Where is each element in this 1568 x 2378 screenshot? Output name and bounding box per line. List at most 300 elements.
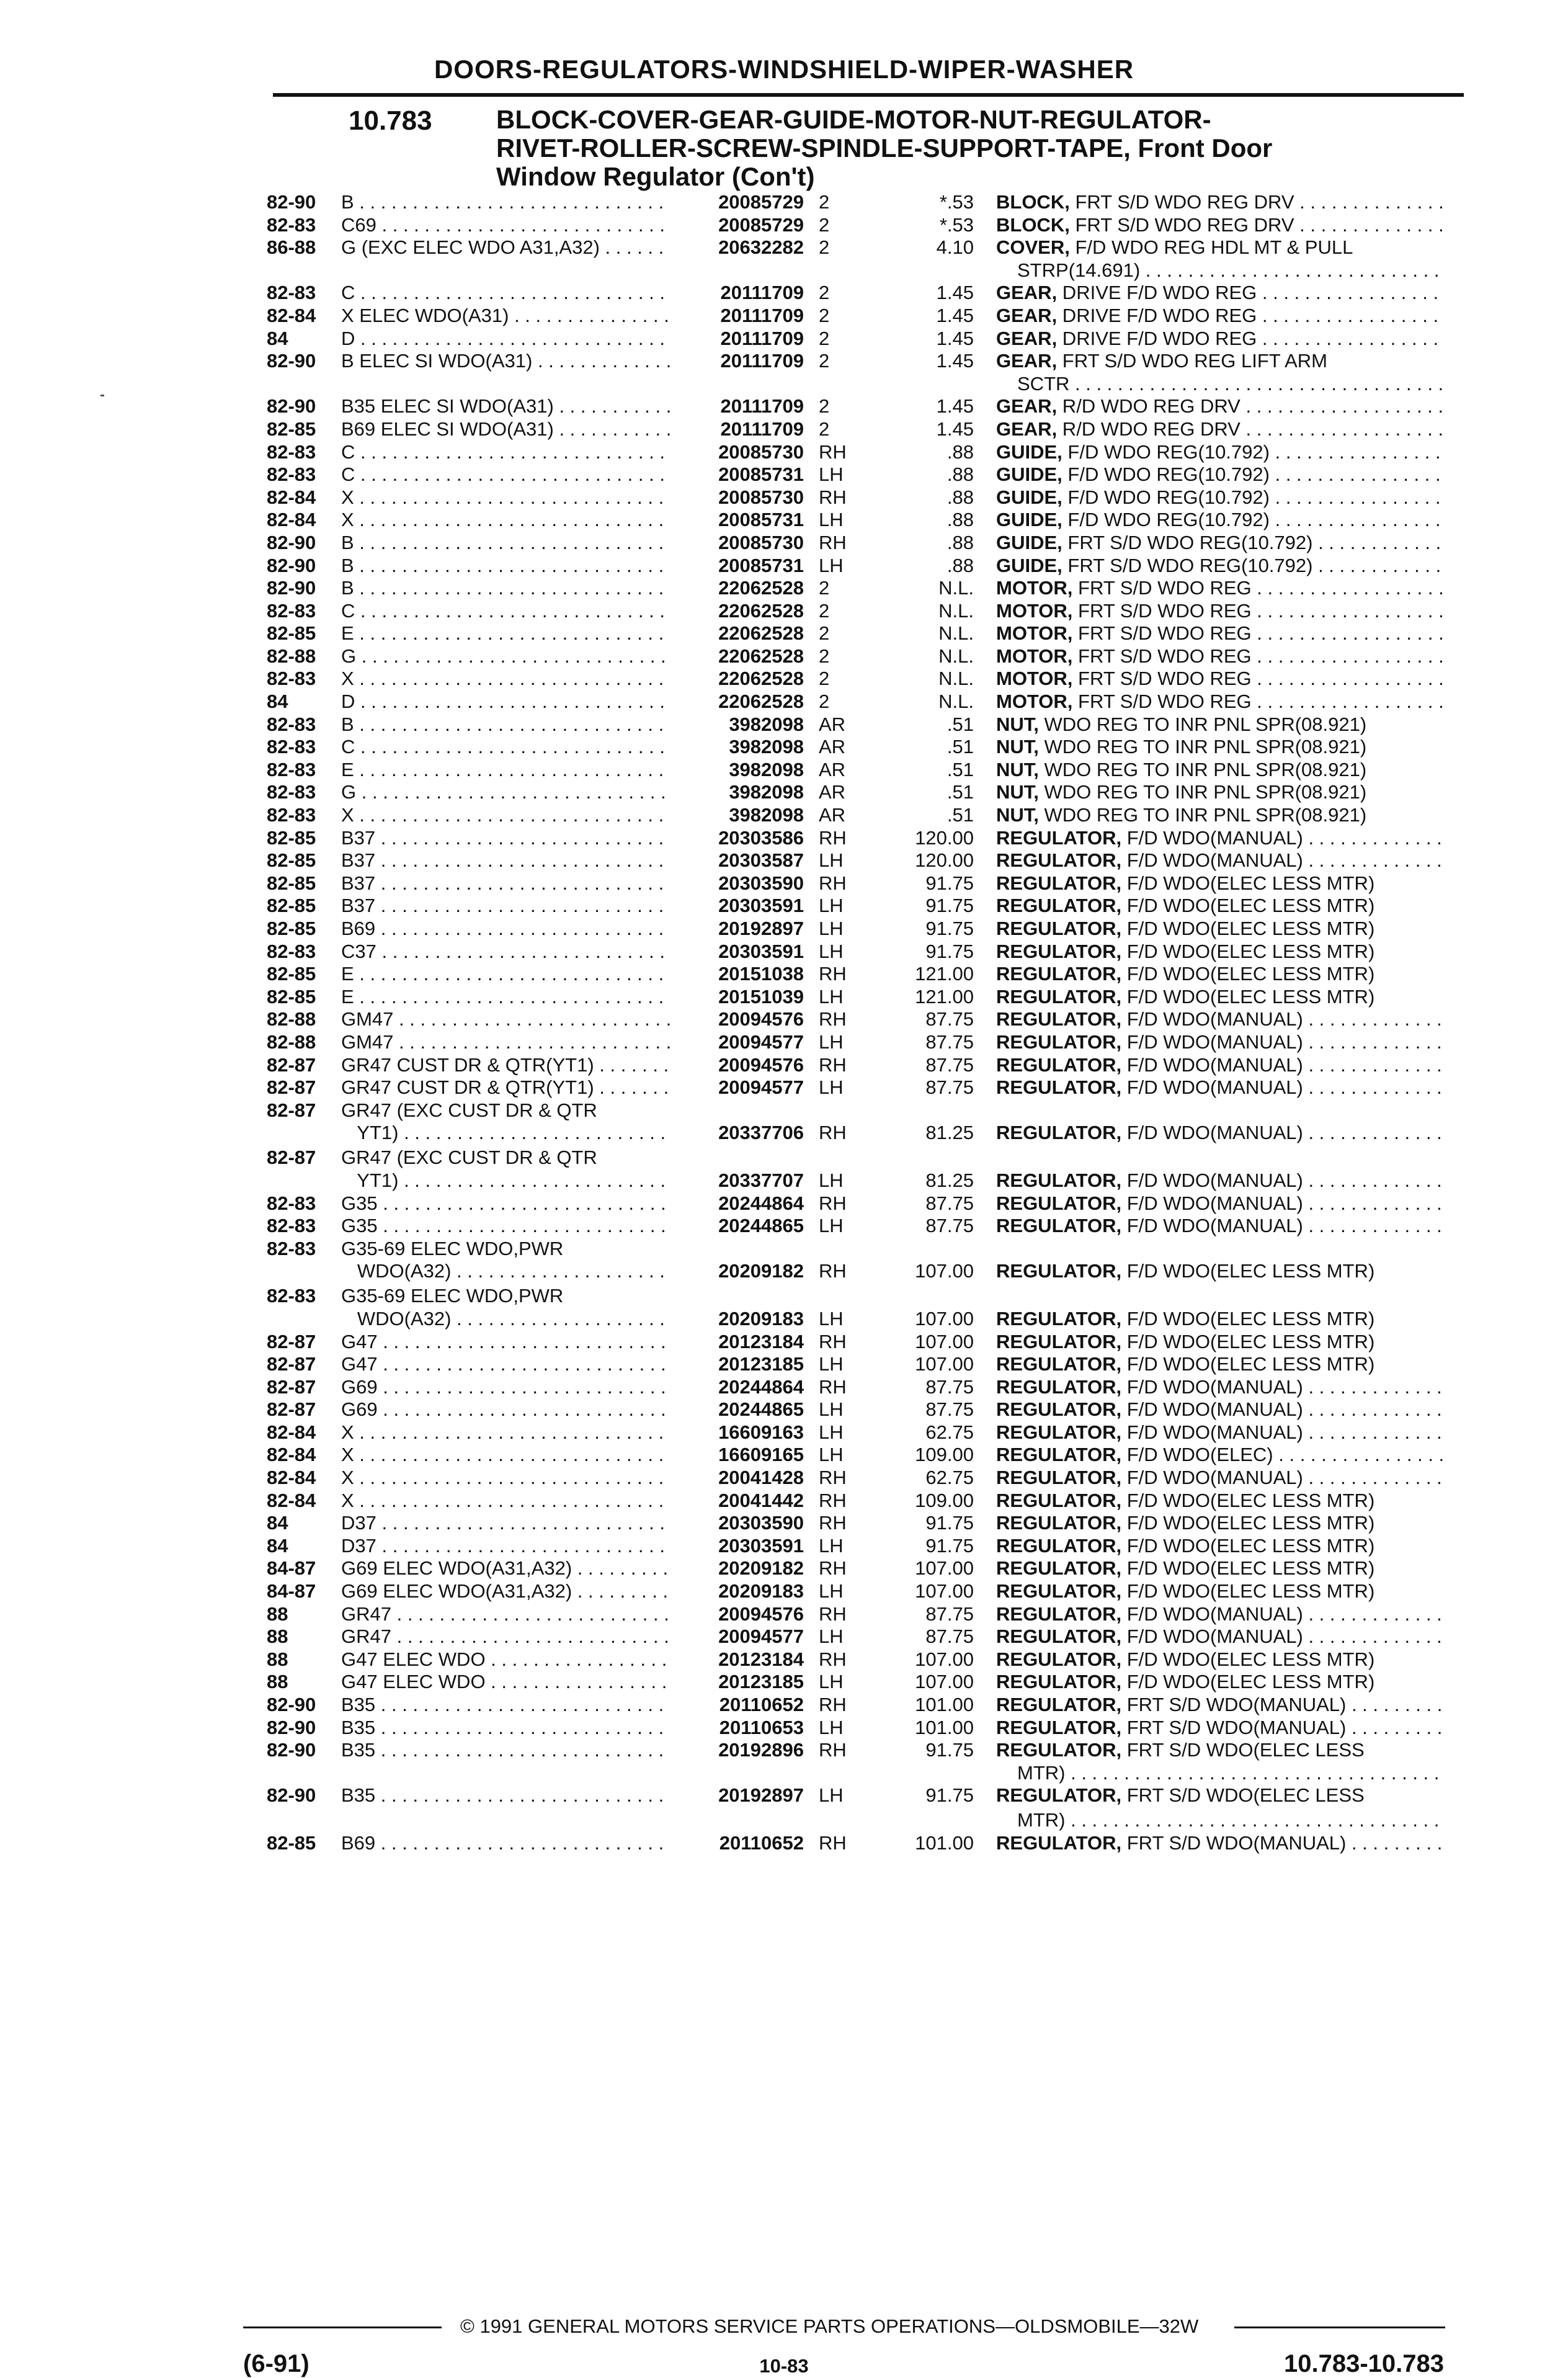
part-name: REGULATOR, bbox=[996, 1694, 1122, 1715]
part-detail: DRIVE F/D WDO REG bbox=[1057, 282, 1257, 304]
parts-row bbox=[0, 986, 1568, 1009]
quantity: LH bbox=[819, 1076, 844, 1099]
price: 87.75 bbox=[925, 1030, 974, 1053]
quantity: RH bbox=[819, 1053, 847, 1076]
parts-description bbox=[996, 1490, 1443, 1512]
part-name: GEAR, bbox=[996, 350, 1058, 372]
parts-description bbox=[996, 1054, 1443, 1076]
model-years: 82-85 bbox=[267, 985, 316, 1008]
part-name: REGULATOR, bbox=[996, 1739, 1122, 1761]
model-years: 82-83 bbox=[267, 1192, 316, 1214]
price: N.L. bbox=[938, 668, 974, 690]
part-number: 3982098 bbox=[670, 759, 804, 781]
price: 87.75 bbox=[925, 1625, 974, 1648]
model-code: G . . . bbox=[341, 645, 688, 668]
quantity: 2 bbox=[819, 599, 830, 622]
part-number: 20110653 bbox=[670, 1717, 804, 1739]
parts-row bbox=[0, 463, 1568, 486]
parts-description bbox=[996, 1444, 1443, 1466]
parts-description bbox=[996, 1398, 1443, 1421]
part-name: REGULATOR, bbox=[996, 1671, 1122, 1693]
parts-description bbox=[996, 1694, 1443, 1716]
parts-row bbox=[0, 1147, 1568, 1169]
price: 91.75 bbox=[925, 1784, 974, 1807]
part-number: 20111709 bbox=[670, 418, 804, 440]
model-code: WDO(A32) . . . bbox=[341, 1308, 688, 1330]
parts-description bbox=[996, 395, 1443, 418]
model-code: G69 ELEC WDO(A31,A32) . . . bbox=[341, 1557, 688, 1580]
parts-row bbox=[0, 191, 1568, 214]
model-years: 82-83 bbox=[267, 758, 316, 780]
price: 107.00 bbox=[915, 1260, 974, 1282]
model-code: X . . . bbox=[341, 804, 688, 826]
model-code: G47 . . . bbox=[341, 1331, 688, 1353]
parts-row bbox=[0, 555, 1568, 578]
part-detail: F/D WDO(MANUAL) bbox=[1121, 1375, 1303, 1398]
quantity: 2 bbox=[819, 622, 830, 645]
quantity: 2 bbox=[819, 577, 830, 599]
model-years: 82-88 bbox=[267, 1008, 316, 1030]
part-detail: FRT S/D WDO REG DRV bbox=[1069, 213, 1294, 236]
price: 87.75 bbox=[925, 1053, 974, 1076]
part-number: 16609165 bbox=[670, 1444, 804, 1466]
parts-row bbox=[0, 713, 1568, 736]
quantity: LH bbox=[819, 1215, 844, 1237]
parts-description bbox=[996, 282, 1443, 304]
model-code: X . . . bbox=[341, 1444, 688, 1466]
part-number: 20303591 bbox=[670, 941, 804, 963]
parts-row bbox=[0, 1122, 1568, 1147]
part-number: 20085731 bbox=[670, 509, 804, 531]
price: 107.00 bbox=[915, 1671, 974, 1693]
part-name: REGULATOR, bbox=[996, 1330, 1122, 1352]
parts-description bbox=[996, 1739, 1443, 1761]
part-number: 20303587 bbox=[670, 849, 804, 872]
parts-row bbox=[0, 849, 1568, 872]
quantity: RH bbox=[819, 1557, 847, 1580]
parts-row bbox=[0, 645, 1568, 668]
part-detail: FRT S/D WDO(ELEC LESS bbox=[1121, 1784, 1365, 1807]
model-years: 82-83 bbox=[267, 463, 316, 486]
model-years: 82-87 bbox=[267, 1398, 316, 1421]
model-years: 82-83 bbox=[267, 1285, 316, 1307]
part-name: MOTOR, bbox=[996, 577, 1073, 599]
model-code: B . . . bbox=[341, 532, 688, 554]
price: 109.00 bbox=[915, 1489, 974, 1511]
part-number: 20111709 bbox=[670, 350, 804, 372]
parts-row bbox=[0, 1192, 1568, 1215]
part-number: 20094577 bbox=[670, 1625, 804, 1648]
price: 91.75 bbox=[925, 1739, 974, 1761]
part-detail: F/D WDO(ELEC LESS MTR) bbox=[1121, 1260, 1375, 1282]
parts-row bbox=[0, 259, 1568, 282]
part-detail: F/D WDO(ELEC) bbox=[1121, 1444, 1273, 1466]
price: 87.75 bbox=[925, 1398, 974, 1421]
model-code: G47 ELEC WDO . . . bbox=[341, 1648, 688, 1671]
parts-row bbox=[0, 1008, 1568, 1031]
model-code: C . . . bbox=[341, 736, 688, 758]
footer-section-range: 10.783-10.783 bbox=[1283, 2350, 1444, 2377]
model-code: GR47 . . . bbox=[341, 1625, 688, 1648]
price: 91.75 bbox=[925, 940, 974, 962]
part-detail: F/D WDO(ELEC LESS MTR) bbox=[1121, 1512, 1375, 1534]
part-detail: F/D WDO(ELEC LESS MTR) bbox=[1121, 963, 1375, 985]
section-title bbox=[496, 105, 1427, 191]
part-detail: F/D WDO(MANUAL) bbox=[1121, 1122, 1303, 1144]
part-detail: WDO REG TO INR PNL SPR(08.921) bbox=[1038, 758, 1367, 780]
part-number: 22062528 bbox=[670, 645, 804, 668]
part-name: REGULATOR, bbox=[996, 918, 1122, 939]
model-years: 84-87 bbox=[267, 1580, 316, 1602]
part-detail: FRT S/D WDO REG bbox=[1072, 668, 1252, 690]
model-code: X . . . bbox=[341, 486, 688, 509]
part-name: GUIDE, bbox=[996, 554, 1062, 576]
part-detail: F/D WDO REG HDL MT & PULL bbox=[1069, 236, 1353, 259]
parts-row bbox=[0, 759, 1568, 782]
price: 91.75 bbox=[925, 918, 974, 939]
parts-description bbox=[996, 872, 1443, 895]
quantity: RH bbox=[819, 486, 847, 508]
part-name: MOTOR, bbox=[996, 645, 1073, 667]
part-detail: FRT S/D WDO REG DRV bbox=[1069, 191, 1294, 213]
parts-description bbox=[996, 941, 1443, 963]
model-code: X . . . bbox=[341, 509, 688, 531]
part-name: GEAR, bbox=[996, 395, 1058, 418]
part-number: 20085730 bbox=[670, 441, 804, 463]
quantity: LH bbox=[819, 1307, 844, 1330]
parts-description bbox=[996, 713, 1443, 736]
parts-row bbox=[0, 214, 1568, 237]
model-code: G69 . . . bbox=[341, 1376, 688, 1398]
quantity: LH bbox=[819, 463, 844, 486]
part-name: MOTOR, bbox=[996, 599, 1073, 622]
part-number: 20085729 bbox=[670, 191, 804, 213]
page-header-title: DOORS-REGULATORS-WINDSHIELD-WIPER-WASHER bbox=[434, 55, 1134, 84]
model-code: GR47 . . . bbox=[341, 1603, 688, 1625]
model-code: YT1) . . . bbox=[341, 1169, 688, 1192]
model-code: B . . . bbox=[341, 555, 688, 577]
quantity: LH bbox=[819, 849, 844, 872]
part-name: REGULATOR, bbox=[996, 895, 1122, 917]
part-number: 22062528 bbox=[670, 600, 804, 622]
parts-description bbox=[996, 418, 1443, 440]
model-years: 82-83 bbox=[267, 713, 316, 735]
parts-row bbox=[0, 1739, 1568, 1762]
part-number: 22062528 bbox=[670, 577, 804, 599]
part-number: 20085730 bbox=[670, 486, 804, 509]
model-years: 82-84 bbox=[267, 1467, 316, 1489]
model-code: C69 . . . bbox=[341, 214, 688, 236]
section-number: 10.783 bbox=[349, 105, 432, 136]
model-years: 82-83 bbox=[267, 1237, 316, 1259]
price: .51 bbox=[947, 781, 974, 803]
parts-row bbox=[0, 1076, 1568, 1099]
quantity: LH bbox=[819, 1716, 844, 1738]
quantity: 2 bbox=[819, 668, 830, 690]
price: 107.00 bbox=[915, 1330, 974, 1352]
model-code: B69 . . . bbox=[341, 1832, 688, 1854]
price: *.53 bbox=[939, 213, 974, 236]
price: .88 bbox=[947, 486, 974, 508]
part-number: 20123184 bbox=[670, 1331, 804, 1353]
quantity: RH bbox=[819, 1512, 847, 1534]
parts-description bbox=[996, 804, 1443, 826]
quantity: LH bbox=[819, 1030, 844, 1053]
model-code: E . . . bbox=[341, 759, 688, 781]
part-name: REGULATOR, bbox=[996, 1625, 1122, 1648]
parts-description bbox=[996, 1122, 1443, 1144]
part-detail: F/D WDO(ELEC LESS MTR) bbox=[1121, 1671, 1375, 1693]
quantity: LH bbox=[819, 1671, 844, 1693]
part-detail: F/D WDO REG(10.792) bbox=[1062, 509, 1270, 531]
part-number: 20209182 bbox=[670, 1557, 804, 1580]
model-years: 82-87 bbox=[267, 1330, 316, 1352]
model-years: 82-88 bbox=[267, 645, 316, 667]
part-name: REGULATOR, bbox=[996, 1169, 1122, 1191]
parts-row bbox=[0, 918, 1568, 941]
price: 1.45 bbox=[936, 282, 974, 304]
quantity: LH bbox=[819, 1625, 844, 1648]
part-detail: F/D WDO REG(10.792) bbox=[1062, 440, 1270, 463]
part-number: 20111709 bbox=[670, 305, 804, 327]
model-code: B . . . bbox=[341, 713, 688, 736]
price: N.L. bbox=[938, 691, 974, 713]
part-number: 20244865 bbox=[670, 1398, 804, 1421]
model-code: B37 . . . bbox=[341, 895, 688, 917]
parts-row bbox=[0, 1784, 1568, 1809]
part-number: 20085731 bbox=[670, 555, 804, 577]
parts-list bbox=[0, 191, 1568, 1855]
price: .51 bbox=[947, 736, 974, 758]
parts-row bbox=[0, 305, 1568, 328]
part-name: NUT, bbox=[996, 713, 1039, 735]
part-name: REGULATOR, bbox=[996, 1557, 1122, 1580]
part-name: REGULATOR, bbox=[996, 872, 1122, 894]
quantity: LH bbox=[819, 985, 844, 1008]
parts-description bbox=[996, 986, 1443, 1008]
part-number: 20110652 bbox=[670, 1832, 804, 1854]
model-code: B ELEC SI WDO(A31) . . . bbox=[341, 350, 688, 372]
part-detail: WDO REG TO INR PNL SPR(08.921) bbox=[1038, 736, 1367, 758]
parts-description bbox=[996, 191, 1443, 213]
parts-description bbox=[996, 736, 1443, 758]
part-name: REGULATOR, bbox=[996, 1444, 1122, 1466]
price: N.L. bbox=[938, 599, 974, 622]
model-years: 82-87 bbox=[267, 1053, 316, 1076]
part-detail: F/D WDO REG(10.792) bbox=[1062, 486, 1270, 508]
part-detail: R/D WDO REG DRV bbox=[1057, 395, 1241, 418]
price: 62.75 bbox=[925, 1467, 974, 1489]
part-name: REGULATOR, bbox=[996, 1076, 1122, 1099]
model-years: 82-83 bbox=[267, 213, 316, 236]
part-detail: F/D WDO(MANUAL) bbox=[1121, 1215, 1303, 1237]
part-detail: F/D WDO(MANUAL) bbox=[1121, 1169, 1303, 1191]
model-code: G35-69 ELEC WDO,PWR bbox=[341, 1237, 564, 1259]
parts-description bbox=[996, 350, 1443, 372]
model-code: GR47 CUST DR & QTR(YT1) . . . bbox=[341, 1076, 688, 1099]
parts-description bbox=[996, 236, 1443, 259]
model-code: G . . . bbox=[341, 781, 688, 803]
quantity: RH bbox=[819, 1648, 847, 1670]
part-name: REGULATOR, bbox=[996, 1489, 1122, 1511]
part-number: 20209183 bbox=[670, 1308, 804, 1330]
parts-description bbox=[996, 963, 1443, 985]
part-detail: F/D WDO(ELEC LESS MTR) bbox=[1121, 1307, 1375, 1330]
footer-copyright: © 1991 GENERAL MOTORS SERVICE PARTS OPERATIONS—OLDSMOBILE—32W bbox=[460, 2315, 1199, 2337]
quantity: RH bbox=[819, 1260, 847, 1282]
part-detail: F/D WDO(ELEC LESS MTR) bbox=[1121, 895, 1375, 917]
part-name: GEAR, bbox=[996, 418, 1058, 440]
part-detail: WDO REG TO INR PNL SPR(08.921) bbox=[1038, 804, 1367, 826]
model-years: 88 bbox=[267, 1602, 288, 1625]
price: .51 bbox=[947, 713, 974, 735]
part-detail: F/D WDO(ELEC LESS MTR) bbox=[1121, 1557, 1375, 1580]
part-detail: F/D WDO(ELEC LESS MTR) bbox=[1121, 1648, 1375, 1670]
part-detail: WDO REG TO INR PNL SPR(08.921) bbox=[1038, 713, 1367, 735]
model-code: B69 . . . bbox=[341, 918, 688, 940]
parts-row bbox=[0, 395, 1568, 418]
part-detail: F/D WDO(MANUAL) bbox=[1121, 1030, 1303, 1053]
model-years: 82-90 bbox=[267, 531, 316, 553]
part-detail: DRIVE F/D WDO REG bbox=[1057, 327, 1257, 349]
parts-row bbox=[0, 1031, 1568, 1054]
header-divider bbox=[273, 93, 1464, 97]
part-detail: F/D WDO(MANUAL) bbox=[1121, 1008, 1303, 1030]
footer-rule-right bbox=[1234, 2327, 1445, 2328]
model-years: 82-85 bbox=[267, 622, 316, 645]
part-name: NUT, bbox=[996, 804, 1039, 826]
model-code: B . . . bbox=[341, 577, 688, 599]
model-code: B37 . . . bbox=[341, 827, 688, 849]
footer-page-number: 10-83 bbox=[759, 2355, 809, 2377]
model-years: 82-85 bbox=[267, 918, 316, 939]
part-number: 20303590 bbox=[670, 872, 804, 895]
model-years: 82-83 bbox=[267, 940, 316, 962]
part-name: REGULATOR, bbox=[996, 963, 1122, 985]
parts-description bbox=[996, 214, 1443, 236]
model-years: 82-87 bbox=[267, 1147, 316, 1169]
model-code: B37 . . . bbox=[341, 849, 688, 872]
parts-row bbox=[0, 781, 1568, 804]
parts-row bbox=[0, 418, 1568, 441]
part-name: REGULATOR, bbox=[996, 1192, 1122, 1214]
price: 4.10 bbox=[936, 236, 974, 259]
quantity: LH bbox=[819, 940, 844, 962]
part-number: 20244865 bbox=[670, 1215, 804, 1237]
part-detail: R/D WDO REG DRV bbox=[1057, 418, 1241, 440]
model-code: G35 . . . bbox=[341, 1215, 688, 1237]
part-name: REGULATOR, bbox=[996, 1375, 1122, 1398]
part-detail: WDO REG TO INR PNL SPR(08.921) bbox=[1038, 781, 1367, 803]
model-code: E . . . bbox=[341, 622, 688, 645]
part-number: 22062528 bbox=[670, 622, 804, 645]
model-years: 82-87 bbox=[267, 1076, 316, 1099]
quantity: LH bbox=[819, 1353, 844, 1375]
parts-description bbox=[996, 328, 1443, 350]
parts-description bbox=[996, 1376, 1443, 1398]
model-years: 82-90 bbox=[267, 577, 316, 599]
parts-description bbox=[996, 759, 1443, 781]
price: .88 bbox=[947, 440, 974, 463]
parts-row bbox=[0, 373, 1568, 396]
part-name: REGULATOR, bbox=[996, 1580, 1122, 1602]
part-name: REGULATOR, bbox=[996, 1307, 1122, 1330]
part-name: MOTOR, bbox=[996, 622, 1073, 645]
price: 1.45 bbox=[936, 350, 974, 372]
quantity: LH bbox=[819, 918, 844, 939]
quantity: RH bbox=[819, 1739, 847, 1761]
quantity: RH bbox=[819, 826, 847, 849]
parts-description bbox=[996, 509, 1443, 531]
parts-row bbox=[0, 1169, 1568, 1192]
part-detail: F/D WDO(ELEC LESS MTR) bbox=[1121, 1353, 1375, 1375]
quantity: RH bbox=[819, 1489, 847, 1511]
parts-description bbox=[996, 600, 1443, 622]
parts-description bbox=[996, 1580, 1443, 1602]
parts-row bbox=[0, 1260, 1568, 1285]
model-years: 82-90 bbox=[267, 554, 316, 576]
parts-row bbox=[0, 282, 1568, 305]
model-years: 82-83 bbox=[267, 668, 316, 690]
parts-description bbox=[996, 645, 1443, 668]
quantity: RH bbox=[819, 1192, 847, 1214]
part-number: 20303591 bbox=[670, 895, 804, 917]
price: *.53 bbox=[939, 191, 974, 213]
price: 87.75 bbox=[925, 1076, 974, 1099]
quantity: RH bbox=[819, 531, 847, 553]
part-number: 20192897 bbox=[670, 1784, 804, 1807]
price: 87.75 bbox=[925, 1602, 974, 1625]
parts-row bbox=[0, 1832, 1568, 1855]
model-years: 88 bbox=[267, 1671, 288, 1693]
parts-row bbox=[0, 1331, 1568, 1354]
parts-description bbox=[996, 441, 1443, 463]
quantity: LH bbox=[819, 1784, 844, 1807]
parts-description bbox=[996, 486, 1443, 509]
parts-description bbox=[996, 1008, 1443, 1030]
part-number: 3982098 bbox=[670, 736, 804, 758]
model-code: C . . . bbox=[341, 463, 688, 486]
parts-description bbox=[996, 305, 1443, 327]
quantity: LH bbox=[819, 1398, 844, 1421]
part-number: 20085730 bbox=[670, 532, 804, 554]
part-name: REGULATOR, bbox=[996, 1784, 1122, 1807]
model-years: 82-90 bbox=[267, 191, 316, 213]
model-code: D . . . bbox=[341, 328, 688, 350]
part-detail: FRT S/D WDO(MANUAL) bbox=[1121, 1831, 1347, 1854]
model-code: X . . . bbox=[341, 1421, 688, 1444]
part-number: 20209182 bbox=[670, 1260, 804, 1282]
parts-row bbox=[0, 350, 1568, 373]
model-code: C . . . bbox=[341, 282, 688, 304]
price: .88 bbox=[947, 554, 974, 576]
price: 107.00 bbox=[915, 1557, 974, 1580]
model-code: B69 ELEC SI WDO(A31) . . . bbox=[341, 418, 688, 440]
part-name: GUIDE, bbox=[996, 463, 1062, 486]
model-code: G (EXC ELEC WDO A31,A32) . . . bbox=[341, 236, 688, 259]
model-code: G69 . . . bbox=[341, 1398, 688, 1421]
price: 121.00 bbox=[915, 985, 974, 1008]
part-number: 20041428 bbox=[670, 1467, 804, 1489]
model-years: 84-87 bbox=[267, 1557, 316, 1580]
model-code: G69 ELEC WDO(A31,A32) . . . bbox=[341, 1580, 688, 1602]
parts-row bbox=[0, 1512, 1568, 1535]
parts-row bbox=[0, 872, 1568, 895]
model-years: 82-85 bbox=[267, 849, 316, 872]
part-number: 20085729 bbox=[670, 214, 804, 236]
parts-description bbox=[996, 691, 1443, 713]
parts-row bbox=[0, 1625, 1568, 1648]
